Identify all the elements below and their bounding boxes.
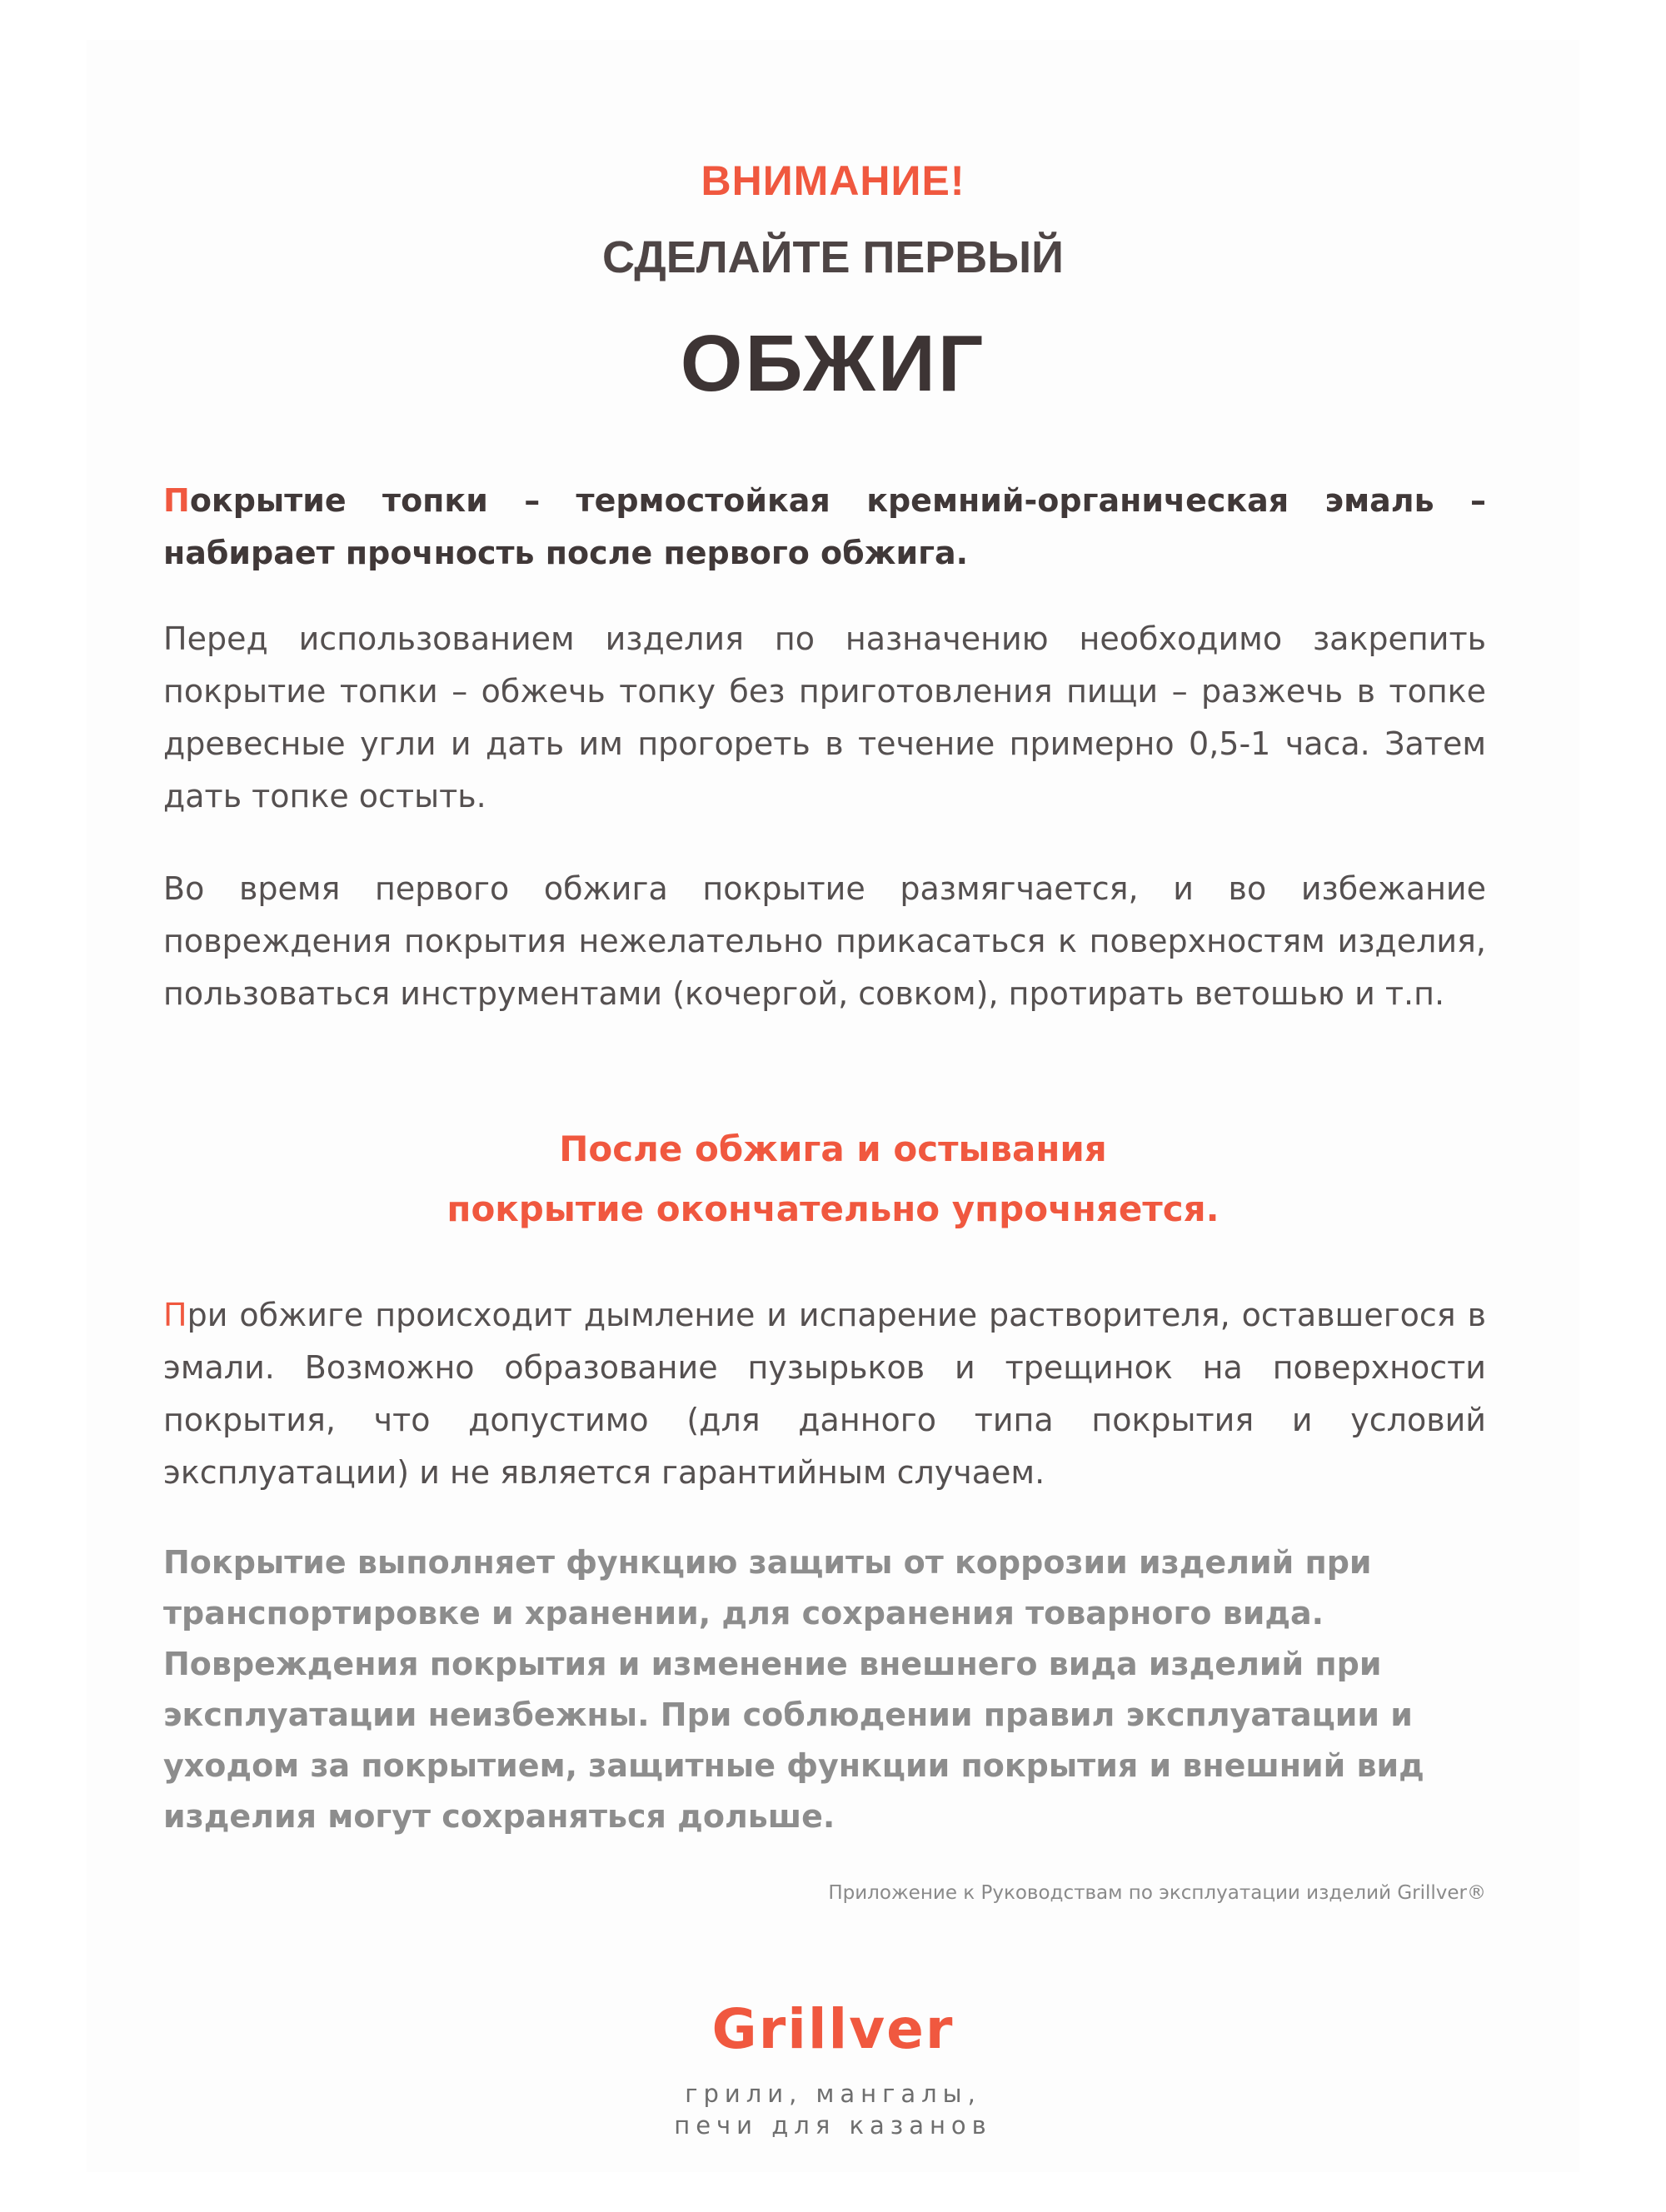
softening-paragraph: Во время первого обжига покрытие размягчается, и во избежание повреждения покрытия нежелательно прикасаться к поверхностям изделия, пользоваться инструментами (кочергой, совком), протирать ветошью и т.п. bbox=[163, 870, 1486, 1012]
instructions-paragraph: Перед использованием изделия по назначению необходимо закрепить покрытие топки – обжечь топку без приготовления пищи – разжечь в топке древесные угли и дать им прогореть в течение примерно 0,5-1 часа. Затем дать топке остыть. bbox=[163, 620, 1486, 815]
grillver-logo: Grillver bbox=[711, 1997, 955, 2061]
protection-paragraph: Покрытие выполняет функцию защиты от коррозии изделий при транспортировке и хранении, для сохранения товарного вида. Повреждения покрытия и изменение внешнего вида изделий при эксплуатации неизбежны. При соблюдении правил эксплуатации и уходом за покрытием, защитные функции покрытия и внешний вид изделия могут сохраняться дольше. bbox=[163, 1544, 1424, 1835]
intro-drop-letter: П bbox=[163, 482, 190, 519]
smoke-text: ри обжиге происходит дымление и испарение растворителя, оставшегося в эмали. Возможно образование пузырьков и трещинок на поверхности покрытия, что допустимо (для данного типа покрытия и условий эксплуатации) и не является гарантийным случаем. bbox=[163, 1297, 1486, 1491]
document-subtitle: СДЕЛАЙТЕ ПЕРВЫЙ bbox=[601, 232, 1064, 282]
intro-text: окрытие топки – термостойкая кремний-органическая эмаль – набирает прочность после первого обжига. bbox=[163, 482, 1486, 571]
intro-paragraph bbox=[163, 475, 1486, 580]
document-title: ОБЖИГ bbox=[680, 319, 986, 408]
brand-tagline-2: печи для казанов bbox=[674, 2111, 992, 2140]
smoke-paragraph bbox=[163, 1289, 1486, 1499]
smoke-drop-letter: П bbox=[163, 1297, 187, 1333]
emphasis-line-1: После обжига и остывания bbox=[559, 1128, 1107, 1169]
attention-heading: ВНИМАНИЕ! bbox=[701, 157, 965, 204]
brand-tagline-1: грили, мангалы, bbox=[685, 2080, 981, 2108]
appendix-footnote: Приложение к Руководствам по эксплуатации изделий Grillver® bbox=[828, 1882, 1486, 1904]
emphasis-line-2: покрытие окончательно упрочняется. bbox=[446, 1188, 1220, 1229]
